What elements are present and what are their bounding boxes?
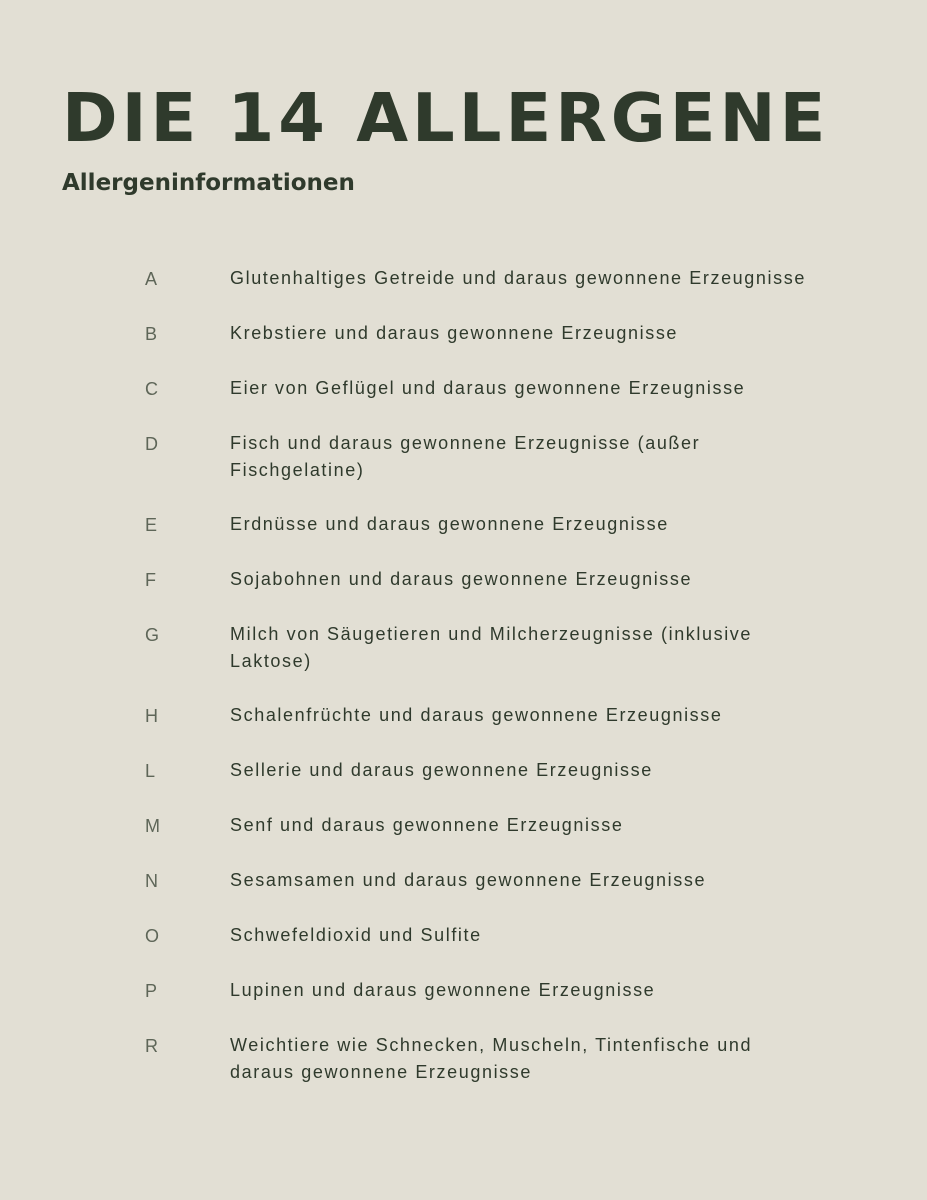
allergen-item [0,320,927,348]
allergen-description: Weichtiere wie Schnecken, Muscheln, Tintenfische und daraus gewonnene Erzeugnisse [230,1035,753,1082]
allergen-code: A [145,269,158,289]
allergen-code: H [145,706,158,726]
allergen-item [0,867,927,895]
allergen-item [0,702,927,730]
allergen-item [0,621,927,675]
allergen-code: C [145,379,158,399]
allergen-list [0,265,927,1113]
allergen-description: Lupinen und daraus gewonnene Erzeugnisse [230,980,656,1000]
page-subtitle: Allergeninformationen [62,170,355,196]
allergen-description: Erdnüsse und daraus gewonnene Erzeugnisse [230,514,669,534]
allergen-description: Fisch und daraus gewonnene Erzeugnisse (außer Fischgelatine) [230,433,701,480]
allergen-item [0,430,927,484]
allergen-description: Glutenhaltiges Getreide und daraus gewonnene Erzeugnisse [230,268,806,288]
allergen-description: Sellerie und daraus gewonnene Erzeugnisse [230,760,653,780]
allergen-description: Eier von Geflügel und daraus gewonnene Erzeugnisse [230,378,746,398]
allergen-code: M [145,816,160,836]
allergen-description: Senf und daraus gewonnene Erzeugnisse [230,815,624,835]
allergen-code: G [145,625,160,645]
allergen-description: Krebstiere und daraus gewonnene Erzeugnisse [230,323,679,343]
allergen-item [0,375,927,403]
allergen-item [0,1032,927,1086]
allergen-code: L [145,761,156,781]
allergen-description: Schwefeldioxid und Sulfite [230,925,482,945]
allergen-code: N [145,871,158,891]
allergen-item [0,757,927,785]
allergen-code: B [145,324,158,344]
allergen-description: Milch von Säugetieren und Milcherzeugnisse (inklusive Laktose) [230,624,753,671]
allergen-code: O [145,926,160,946]
allergen-item [0,812,927,840]
page-title: DIE 14 ALLERGENE [62,79,830,157]
allergen-item [0,265,927,293]
allergen-description: Schalenfrüchte und daraus gewonnene Erzeugnisse [230,705,723,725]
allergen-description: Sesamsamen und daraus gewonnene Erzeugnisse [230,870,707,890]
allergen-code: D [145,434,158,454]
allergen-code: E [145,515,158,535]
allergen-code: P [145,981,158,1001]
allergen-item [0,922,927,950]
allergen-code: R [145,1036,158,1056]
allergen-item [0,977,927,1005]
allergen-item [0,511,927,539]
allergen-code: F [145,570,156,590]
allergen-item [0,566,927,594]
allergen-description: Sojabohnen und daraus gewonnene Erzeugnisse [230,569,693,589]
